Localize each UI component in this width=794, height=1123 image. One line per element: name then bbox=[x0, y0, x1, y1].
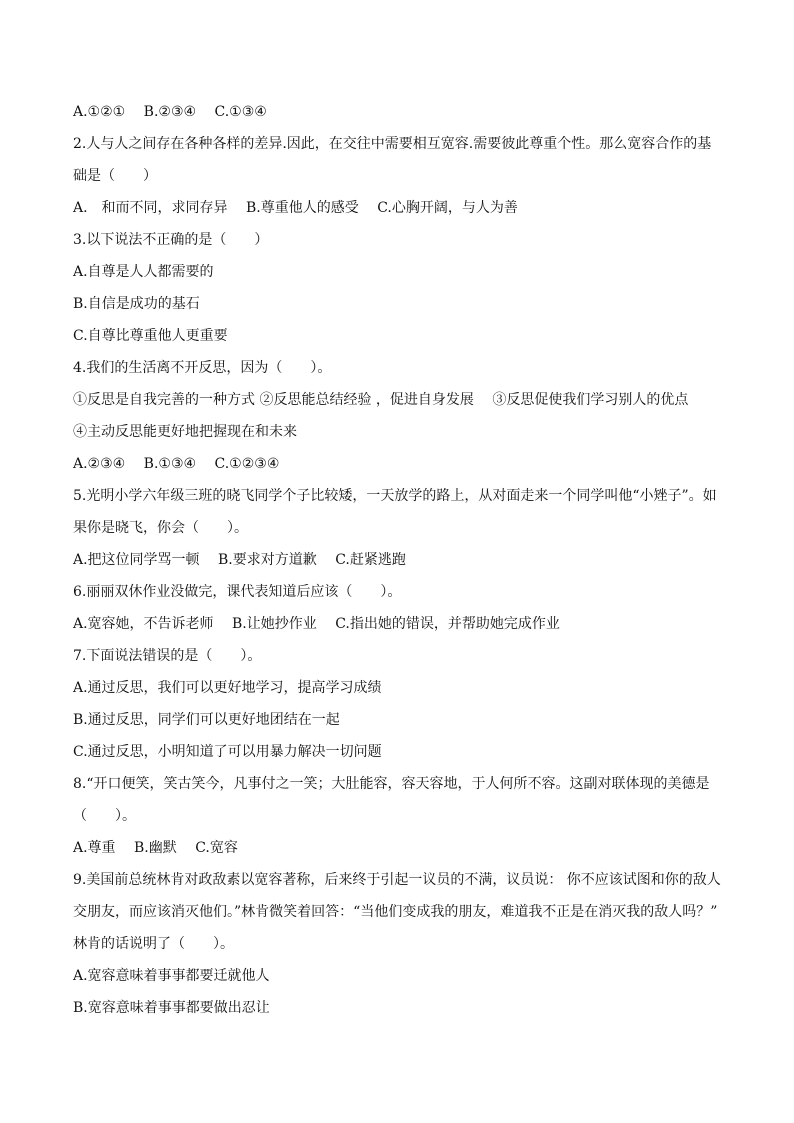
answer-option-7c: C.通过反思，小明知道了可以用暴力解决一切问题 bbox=[73, 744, 382, 760]
answer-option-7a: A.通过反思，我们可以更好地学习，提高学习成绩 bbox=[73, 680, 382, 696]
answer-options-q2: A. 和而不同，求同存异 B.尊重他人的感受 C.心胸开阔，与人为善 bbox=[73, 200, 518, 216]
answer-options-q1: A.①②① B.②③④ C.①③④ bbox=[73, 104, 267, 120]
question-9-text: 9.美国前总统林肯对政敌素以宽容著称，后来终于引起一议员的不满，议员说： 你不应该试图和你的敌人 bbox=[73, 872, 721, 888]
question-8-text-cont: （ ）。 bbox=[73, 808, 136, 824]
answer-options-q8: A.尊重 B.幽默 C.宽容 bbox=[73, 840, 238, 856]
answer-option-3a: A.自尊是人人都需要的 bbox=[73, 264, 214, 280]
answer-options-q4: A.②③④ B.①③④ C.①②③④ bbox=[73, 456, 280, 472]
question-5-text: 5.光明小学六年级三班的晓飞同学个子比较矮，一天放学的路上，从对面走来一个同学叫他“小矬子”。如 bbox=[73, 488, 717, 504]
question-7-text: 7.下面说法错误的是（ ）。 bbox=[73, 648, 262, 664]
question-8-text: 8.“开口便笑，笑古笑今，凡事付之一笑；大肚能容，容天容地，于人何所不容。这副对联体现的美德是 bbox=[73, 776, 710, 792]
question-4-statements: ①反思是自我完善的一种方式 ②反思能总结经验 ，促进自身发展 ③反思促使我们学习别人的优点 bbox=[73, 392, 689, 408]
question-9-text-cont: 交朋友，而应该消灭他们。”林肯微笑着回答：“当他们变成我的朋友，难道我不正是在消灭我的敌人吗？” bbox=[73, 904, 718, 920]
question-6-text: 6.丽丽双休作业没做完，课代表知道后应该（ ）。 bbox=[73, 584, 402, 600]
question-2-text-cont: 础是（ ） bbox=[73, 168, 157, 184]
answer-options-q5: A.把这位同学骂一顿 B.要求对方道歉 C.赶紧逃跑 bbox=[73, 552, 406, 568]
answer-option-9b: B.宽容意味着事事都要做出忍让 bbox=[73, 1000, 270, 1016]
question-4-statement-4: ④主动反思能更好地把握现在和未来 bbox=[73, 424, 297, 440]
answer-option-3b: B.自信是成功的基石 bbox=[73, 296, 200, 312]
answer-option-9a: A.宽容意味着事事都要迁就他人 bbox=[73, 968, 270, 984]
answer-option-7b: B.通过反思，同学们可以更好地团结在一起 bbox=[73, 712, 340, 728]
question-9-text-end: 林肯的话说明了（ ）。 bbox=[73, 936, 234, 952]
answer-option-3c: C.自尊比尊重他人更重要 bbox=[73, 328, 228, 344]
question-2-text: 2.人与人之间存在各种各样的差异.因此，在交往中需要相互宽容.需要彼此尊重个性。那么宽容合作的基 bbox=[73, 136, 712, 152]
question-3-text: 3.以下说法不正确的是（ ） bbox=[73, 232, 269, 248]
question-4-text: 4.我们的生活离不开反思，因为（ ）。 bbox=[73, 360, 332, 376]
question-5-text-cont: 果你是晓飞，你会（ ）。 bbox=[73, 520, 248, 536]
answer-options-q6: A.宽容她，不告诉老师 B.让她抄作业 C.指出她的错误，并帮助她完成作业 bbox=[73, 616, 560, 632]
